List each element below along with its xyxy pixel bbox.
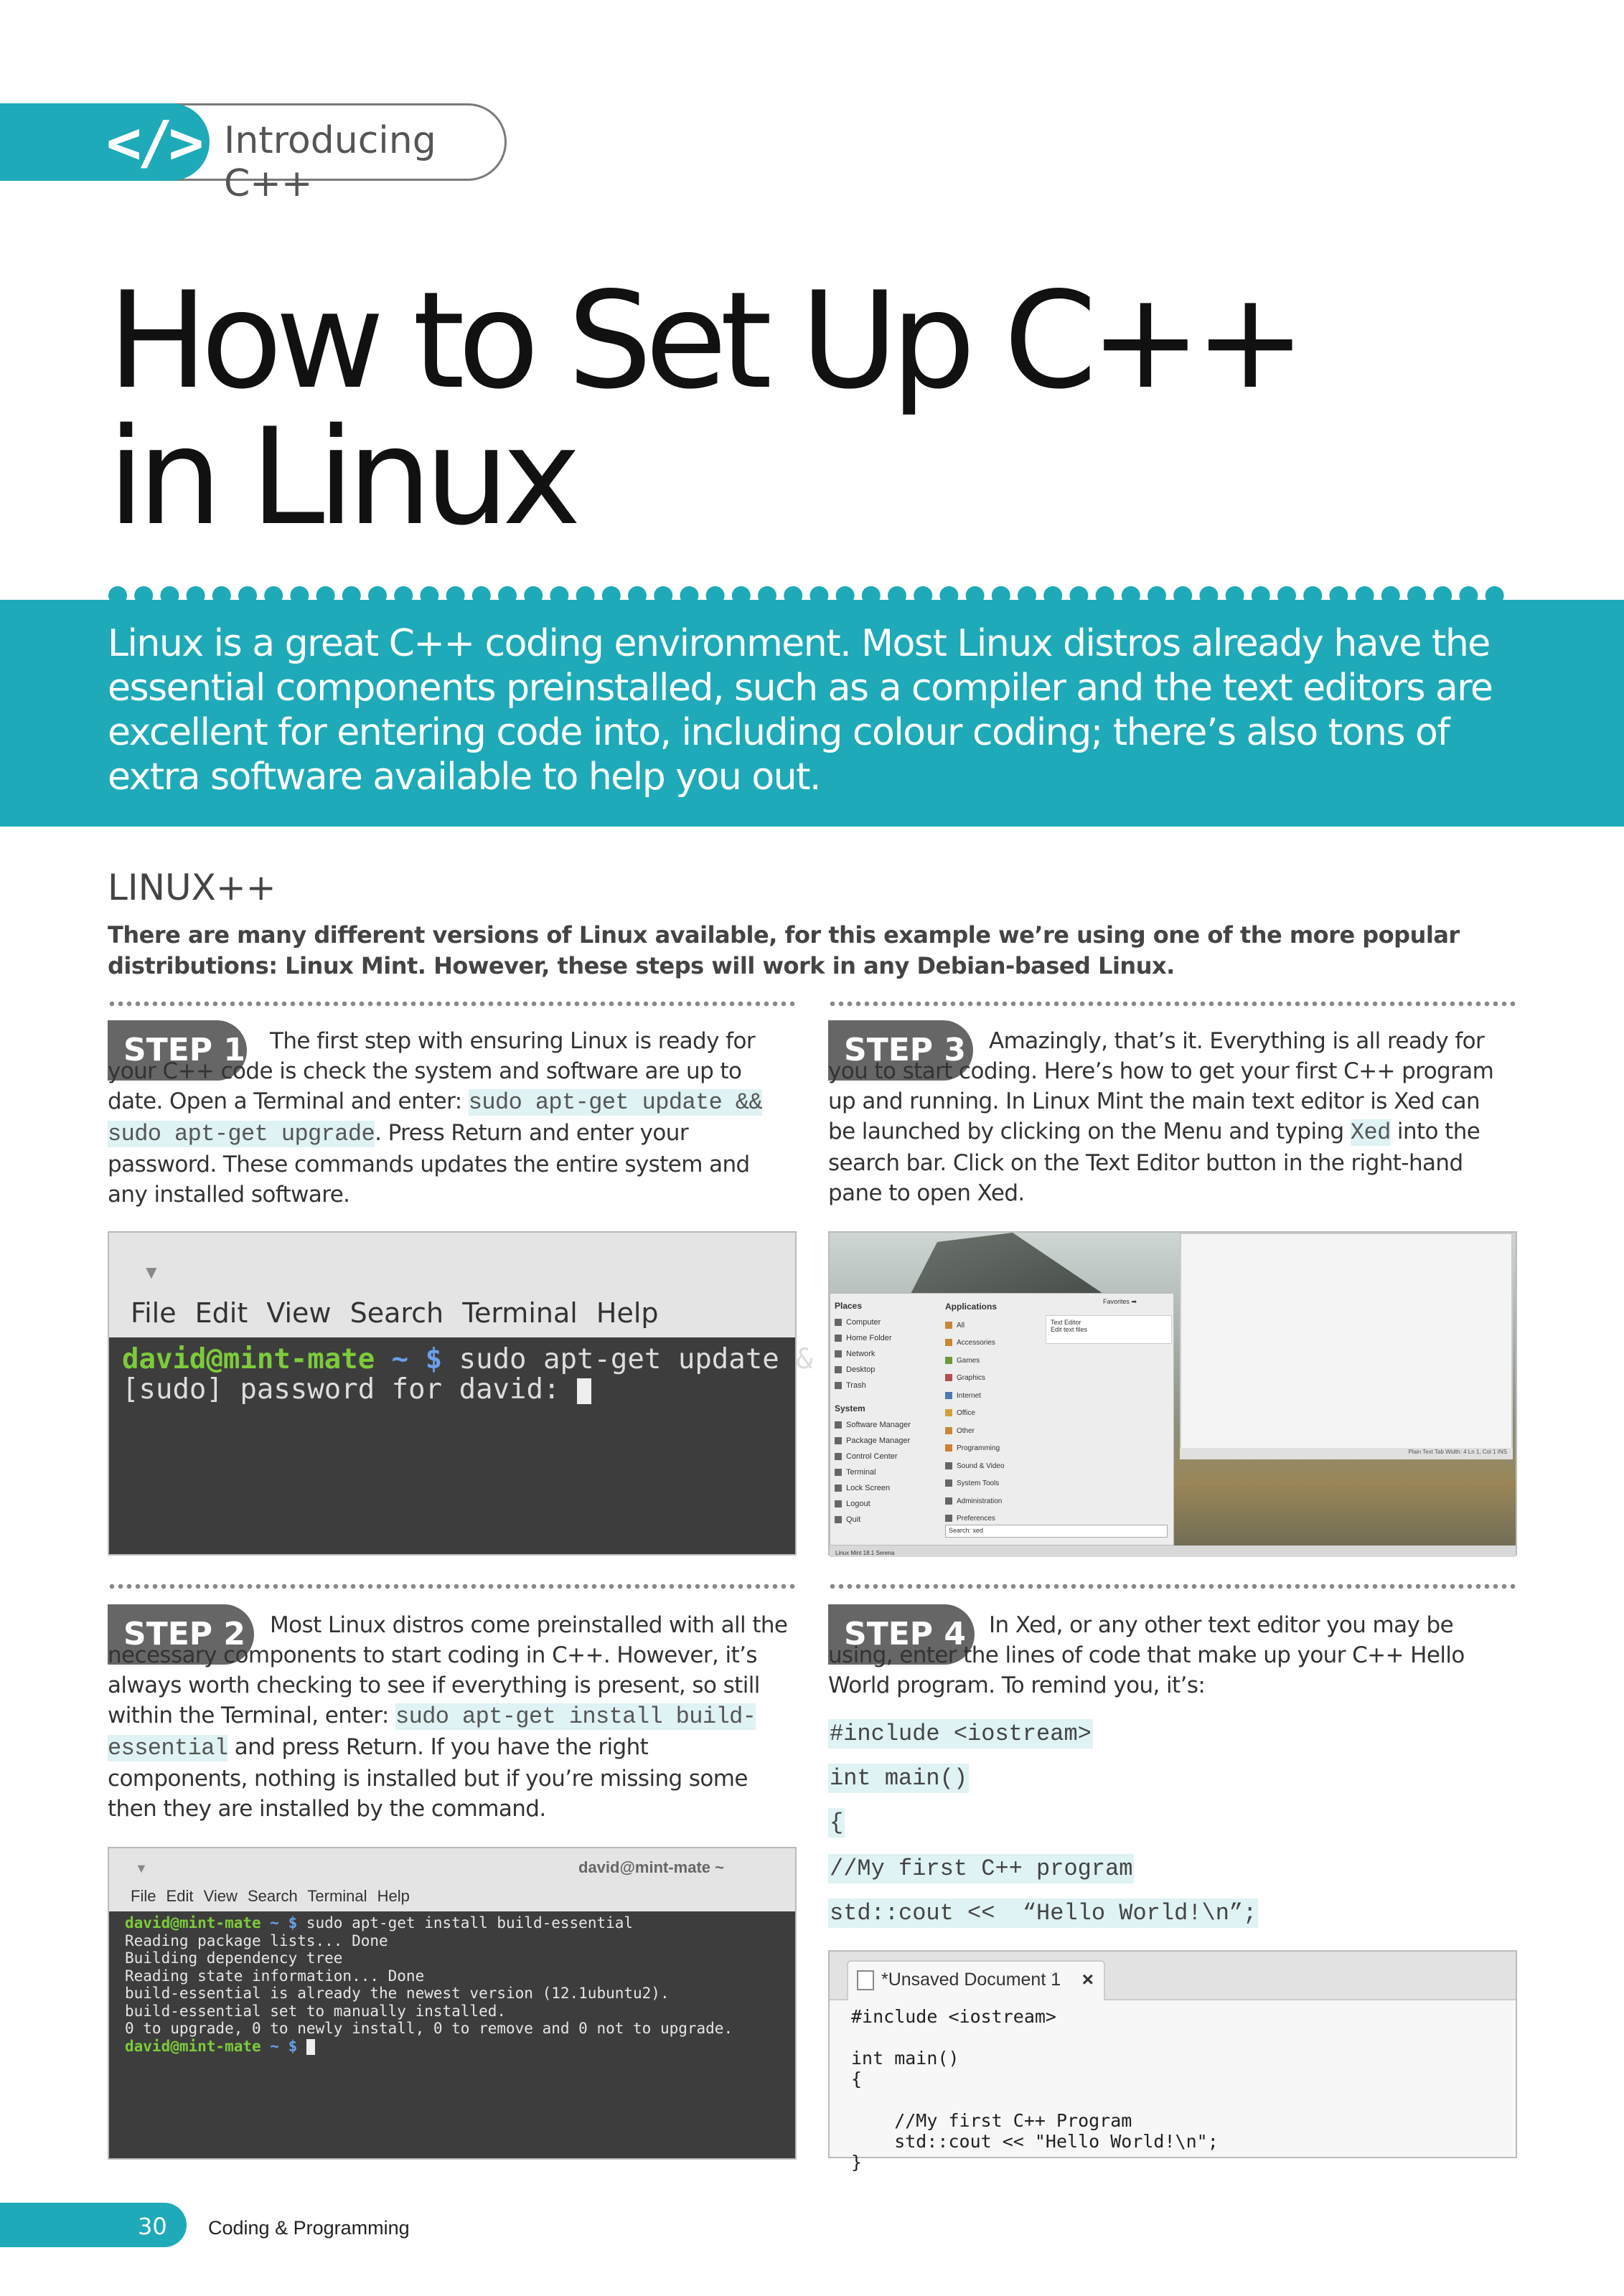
step1-badge: STEP 1 <box>108 1020 247 1081</box>
close-icon: × <box>1081 1968 1094 1990</box>
code-line: #include <iostream> <box>830 1721 1092 1747</box>
terminal-menubar: File Edit View Search Terminal Help <box>131 1297 659 1329</box>
xed-editor-screenshot <box>828 1950 1517 2173</box>
mint-menu-screenshot <box>828 1231 1517 1556</box>
terminal-screenshot-2 <box>108 1847 797 2160</box>
terminal-title: david@mint-mate ~ <box>578 1858 724 1876</box>
step3-text <box>828 1026 1510 1208</box>
system-item: Control Center <box>835 1449 942 1464</box>
app-category: Games <box>945 1352 1046 1370</box>
app-category: Sound & Video <box>945 1458 1046 1476</box>
page-title <box>108 263 1300 555</box>
system-item: Software Manager <box>835 1417 942 1433</box>
app-category: Programming <box>945 1440 1046 1458</box>
editor-source: #include <iostream> int main() { //My first C++ Program std::cout << "Hello World!\n"; } <box>851 2006 1219 2173</box>
system-item: Terminal <box>835 1464 942 1480</box>
statusbar-text: Plain Text Tab Width: 4 Ln 1, Col 1 INS <box>1408 1449 1507 1455</box>
terminal-command: sudo apt-get update & <box>442 1343 813 1375</box>
section-heading: LINUX++ <box>108 867 276 908</box>
step2-code: sudo apt-get install build-essential <box>108 1703 756 1761</box>
app-category: Preferences <box>945 1510 1046 1528</box>
step2-separator <box>108 1583 798 1590</box>
step3-text-part1: Amazingly, that’s it. Everything is all ready for you to start coding. Here’s how to get your first C++ program up and running. In Linux Mint the main text editor is Xed can be launched by clicking on the Menu and typing <box>828 1028 1494 1144</box>
step2-text-part1: Most Linux distros come preinstalled with all the necessary components to start coding in C++. However, it’s always worth checking to see if everything is present, so still within the Terminal, enter: <box>108 1612 788 1728</box>
footer-label: Coding & Programming <box>208 2217 410 2239</box>
intro-text: Linux is a great C++ coding environment. Most Linux distros already have the essential components preinstalled, such as a compiler and the text editors are excellent for entering code into, including colour coding; there’s also tons of extra software available to help you out. <box>108 622 1493 799</box>
window-menu-icon: ▼ <box>142 1261 161 1283</box>
step4-text <box>828 1610 1510 1700</box>
places-item: Computer <box>835 1314 942 1330</box>
terminal-command-line <box>122 1343 813 1375</box>
app-category: Administration <box>945 1493 1046 1511</box>
code-brackets-icon: </> <box>106 109 200 177</box>
cursor-icon <box>577 1378 591 1404</box>
step3-code: Xed <box>1350 1119 1391 1146</box>
title-line-1: How to Set Up C++ <box>108 263 1300 418</box>
step4-text-part1: In Xed, or any other text editor you may be using, enter the lines of code that make up your C++ Hello World program. To remind you, it’s: <box>828 1612 1465 1698</box>
places-column <box>835 1298 942 1528</box>
applications-column <box>945 1298 1046 1528</box>
step1-separator <box>108 1000 798 1007</box>
text-editor-result-sub: Edit text files <box>1051 1326 1088 1333</box>
step3-badge: STEP 3 <box>828 1020 973 1081</box>
places-item: Desktop <box>835 1362 942 1378</box>
step1-text-part1: The first step with ensuring Linux is ready for your C++ code is check the system and software are up to date. Open a Terminal and enter: <box>108 1028 755 1114</box>
xed-window-background <box>1180 1233 1513 1459</box>
panel-label: Linux Mint 18.1 Serena <box>835 1550 895 1556</box>
step1-text <box>108 1026 782 1210</box>
code-line: { <box>830 1810 844 1836</box>
editor-tab <box>847 1960 1105 2000</box>
step3-separator <box>828 1000 1519 1007</box>
app-category: Graphics <box>945 1370 1046 1388</box>
app-category: Other <box>945 1423 1046 1441</box>
menu-search-box: Search: xed <box>945 1525 1168 1538</box>
page-number: 30 <box>138 2213 167 2240</box>
title-line-2: in Linux <box>108 399 574 555</box>
app-category: Internet <box>945 1388 1046 1406</box>
code-line: int main() <box>830 1765 968 1792</box>
step3-text-part2: into the search bar. Click on the Text Editor button in the right-hand pane to open Xed. <box>828 1119 1480 1206</box>
system-item: Quit <box>835 1512 942 1528</box>
mint-bottom-panel <box>830 1545 1516 1557</box>
text-editor-result <box>1046 1315 1172 1344</box>
window-menu-icon: ▼ <box>135 1861 148 1876</box>
places-item: Home Folder <box>835 1330 942 1346</box>
terminal-password-line <box>122 1373 591 1406</box>
editor-tab-title: *Unsaved Document 1 <box>881 1970 1061 1990</box>
terminal-output: david@mint-mate ~ $ sudo apt-get install build-essential Reading package lists... Done Building dependency tree Reading state information... Done build-essential is already the newest version (12.1ubuntu2). build-essential set to manually installed. 0 to upgrade, 0 to newly install, 0 to remove and 0 not to upgrade. david@mint-mate ~ $ <box>125 1914 733 2055</box>
app-category: Accessories <box>945 1335 1046 1352</box>
prompt-symbol: ~ $ <box>375 1343 443 1375</box>
app-category: All <box>945 1317 1046 1335</box>
section-header-tab <box>0 103 508 205</box>
system-item: Lock Screen <box>835 1480 942 1496</box>
terminal-output-text: Reading package lists... Done Building dependency tree Reading state information... Done build-essential is already the newest version (12.1ubuntu2). build-essential set to manually installed. 0 to upgrade, 0 to newly install, 0 to remove and 0 not to upgrade. <box>125 1932 733 2037</box>
xed-statusbar <box>1180 1448 1513 1459</box>
step2-text-part2: and press Return. If you have the right components, nothing is installed but if you’re missing some then they are installed by the command. <box>108 1734 748 1822</box>
step1-code: sudo apt-get update && sudo apt-get upgrade <box>108 1089 763 1147</box>
places-item: Network <box>835 1346 942 1362</box>
document-icon <box>857 1970 874 1990</box>
step1-text-part2: . Press Return and enter your password. These commands updates the entire system and any installed software. <box>108 1120 750 1208</box>
app-category: Office <box>945 1405 1046 1423</box>
step4-badge: STEP 4 <box>828 1604 975 1665</box>
system-item: Package Manager <box>835 1433 942 1449</box>
applications-title: Applications <box>945 1302 998 1312</box>
terminal-screenshot-1 <box>108 1231 813 1556</box>
system-title: System <box>835 1403 865 1413</box>
terminal-menubar: File Edit View Search Terminal Help <box>131 1887 410 1905</box>
header-label: Introducing C++ <box>224 119 436 205</box>
password-prompt: [sudo] password for david: <box>122 1373 577 1406</box>
step2-text <box>108 1610 789 1824</box>
system-item: Logout <box>835 1496 942 1512</box>
places-title: Places <box>835 1301 863 1311</box>
favorites-button: Favorites ➡ <box>1103 1298 1137 1305</box>
text-editor-result-title: Text Editor <box>1051 1319 1081 1326</box>
places-item: Trash <box>835 1378 942 1393</box>
cursor-icon <box>306 2039 315 2055</box>
mint-menu-panel <box>830 1293 1174 1545</box>
code-line: std::cout << “Hello World!\n”; <box>830 1900 1257 1926</box>
app-category: System Tools <box>945 1475 1046 1493</box>
prompt-user: david@mint-mate <box>122 1343 375 1375</box>
code-line: //My first C++ program <box>830 1855 1133 1882</box>
section-subtitle: There are many different versions of Linux available, for this example we’re using one of the more popular distributions: Linux Mint. However, these steps will work in any Debian-based Linux. <box>108 921 1460 979</box>
step4-separator <box>828 1583 1519 1590</box>
step2-badge: STEP 2 <box>108 1604 254 1665</box>
